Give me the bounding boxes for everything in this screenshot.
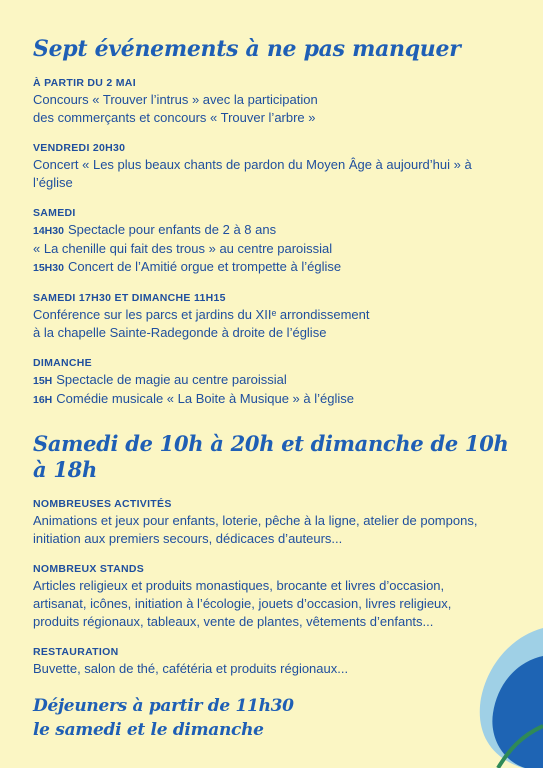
event-line — [33, 390, 513, 409]
event-block — [33, 76, 513, 127]
section-block — [33, 562, 513, 631]
event-line — [33, 258, 513, 277]
event-label: À PARTIR DU 2 MAI — [33, 77, 136, 89]
event-text: Spectacle de magie au centre paroissial — [56, 372, 287, 387]
event-line: Conférence sur les parcs et jardins du XIIᵉ arrondissement — [33, 307, 370, 322]
leaf-decoration-icon — [423, 628, 543, 768]
lunch-note-line2: le samedi et le dimanche — [33, 720, 264, 740]
section-line: Articles religieux et produits monastiques, brocante et livres d’occasion, — [33, 578, 445, 593]
section-line: initiation aux premiers secours, dédicaces d’auteurs... — [33, 531, 343, 546]
event-time: 16H — [33, 394, 53, 406]
lunch-note-line1: Déjeuners à partir de 11h30 — [33, 696, 294, 716]
event-block — [33, 206, 513, 277]
section-label: RESTAURATION — [33, 646, 119, 658]
section-line: produits régionaux, tableaux, vente de plantes, vêtements d’enfants... — [33, 614, 434, 629]
event-line: l’église — [33, 175, 73, 190]
event-time: 15H30 — [33, 262, 64, 274]
event-label: VENDREDI 20H30 — [33, 142, 126, 154]
event-block — [33, 141, 513, 192]
event-label: DIMANCHE — [33, 357, 92, 369]
section-line: artisanat, icônes, initiation à l’écologie, jouets d’occasion, livres religieux, — [33, 596, 452, 611]
event-text: Concert de l’Amitié orgue et trompette à l’église — [67, 259, 342, 274]
event-line: à la chapelle Sainte-Radegonde à droite de l’église — [33, 325, 327, 340]
section-line: Buvette, salon de thé, cafétéria et produits régionaux... — [33, 661, 349, 676]
event-block — [33, 291, 513, 342]
section-line: Animations et jeux pour enfants, loterie, pêche à la ligne, atelier de pompons, — [33, 513, 478, 528]
event-text: Spectacle pour enfants de 2 à 8 ans — [67, 222, 277, 237]
event-block — [33, 356, 513, 409]
event-line — [33, 371, 513, 390]
event-line: « La chenille qui fait des trous » au centre paroissial — [33, 241, 333, 256]
event-time: 14H30 — [33, 225, 64, 237]
event-line: Concours « Trouver l’intrus » avec la participation — [33, 92, 318, 107]
event-label: SAMEDI — [33, 207, 76, 219]
section-label: NOMBREUX STANDS — [33, 563, 145, 575]
event-time: 15H — [33, 375, 53, 387]
schedule-title: Samedi de 10h à 20h et dimanche de 10h à 18h — [33, 431, 509, 482]
event-text: Comédie musicale « La Boite à Musique » à l’église — [56, 391, 354, 406]
event-label: SAMEDI 17H30 ET DIMANCHE 11H15 — [33, 292, 226, 304]
event-line — [33, 221, 513, 240]
events-title: Sept événements à ne pas manquer — [33, 36, 461, 62]
section-label: NOMBREUSES ACTIVITÉS — [33, 498, 172, 510]
section-block — [33, 497, 513, 548]
event-line: Concert « Les plus beaux chants de pardon du Moyen Âge à aujourd’hui » à — [33, 157, 472, 172]
event-line: des commerçants et concours « Trouver l’arbre » — [33, 110, 316, 125]
